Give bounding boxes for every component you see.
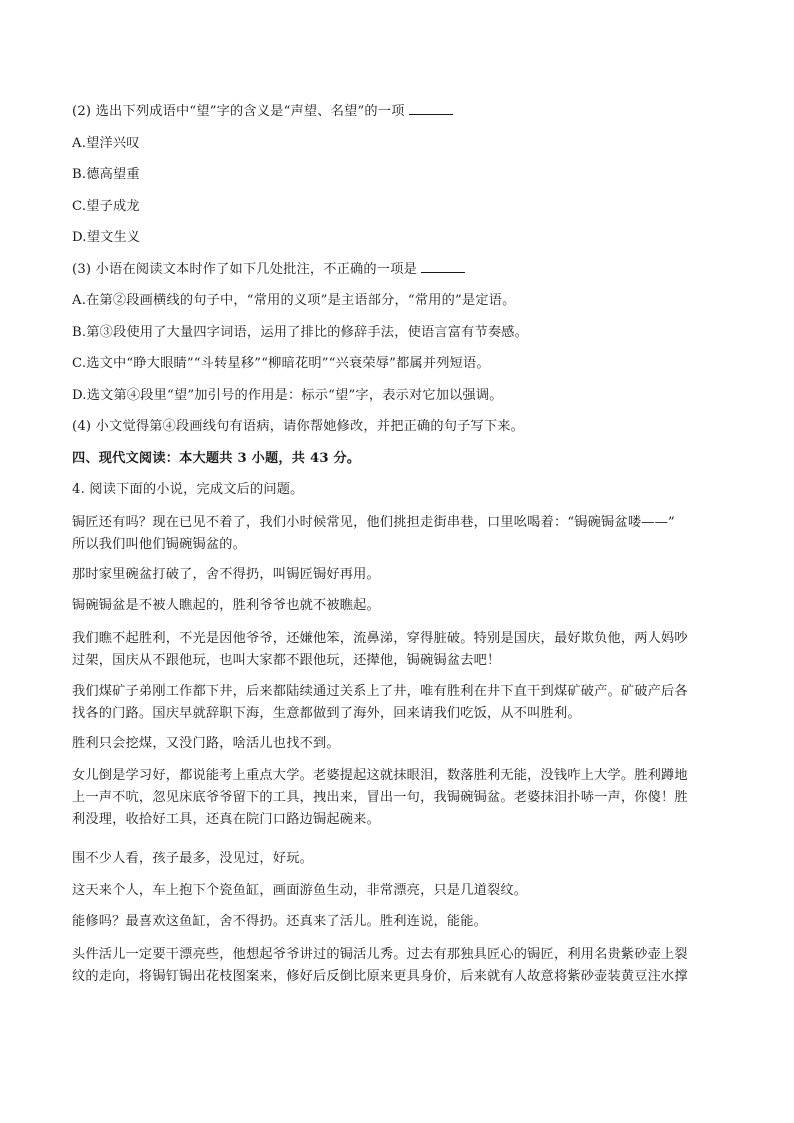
passage-paragraph: 围不少人看，孩子最多，没见过，好玩。 [72,851,313,866]
passage-paragraph: 锔碗锔盆是不被人瞧起的，胜利爷爷也就不被瞧起。 [72,598,380,613]
answer-blank [421,261,465,273]
passage-paragraph: 我们煤矿子弟刚工作都下井，后来都陆续通过关系上了井，唯有胜利在井下直干到煤矿破产。矿破产后各 找各的门路。国庆早就辞职下海，生意都做到了海外，回来请我们吃饭，从不叫胜利。 [72,683,688,721]
section-heading: 四、现代文阅读：本大题共 3 小题，共 43 分。 [72,450,361,466]
option-item: A.望洋兴叹 [72,135,140,151]
passage-paragraph: 这天来个人，车上抱下个瓷鱼缸，画面游鱼生动，非常漂亮，只是几道裂纹。 [72,882,528,898]
passage-paragraph: 头件活儿一定要干漂亮些，他想起爷爷讲过的锔活儿秀。过去有那独具匠心的锔匠，利用名贵紫砂壶上裂 纹的走向，将锔钉锔出花枝图案来，修好后反倒比原来更具身价，后来就有人故意将紫砂壶装黄豆注水撑 [72,946,688,984]
option-item: C.选文中“睁大眼睛”“斗转星移”“柳暗花明”“兴衰荣辱”都属并列短语。 [72,356,490,371]
option-item: A.在第②段画横线的句子中，“常用的义项”是主语部分，“常用的”是定语。 [72,293,516,308]
answer-blank [409,103,453,115]
passage-paragraph: 女儿倒是学习好，都说能考上重点大学。老婆提起这就抹眼泪，数落胜利无能，没钱咋上大学。胜利蹲地 上一声不吭，忽见床底爷爷留下的工具，拽出来，冒出一句，我锔碗锔盆。老婆抹泪扑哧一声，你傻！胜 利没理，收拾好工具，还真在院门口路边锔起碗来。 [72,768,688,827]
passage-paragraph: 能修吗？最喜欢这鱼缸，舍不得扔。还真来了活儿。胜利连说，能能。 [72,914,488,929]
passage-paragraph: 胜利只会挖煤，又没门路，啥活儿也找不到。 [72,735,340,751]
page-content [72,102,722,997]
question-3-stem: (3) 小语在阅读文本时作了如下几处批注，不正确的一项是 [72,260,722,292]
option-item: C.望子成龙 [72,198,140,214]
question-4-stem: (4) 小文觉得第④段画线句有语病，请你帮她修改，并把正确的句子写下来。 [72,419,525,434]
passage-paragraph: 锔匠还有吗？现在已见不着了，我们小时候常见，他们挑担走街串巷，口里吆喝着：“锔碗锔盆喽——” 所以我们叫他们锔碗锔盆的。 [72,514,675,552]
passage-paragraph: 那时家里碗盆打破了，舍不得扔，叫锔匠锔好再用。 [72,566,380,582]
passage-paragraph: 我们瞧不起胜利，不光是因他爷爷，还嫌他笨，流鼻涕，穿得脏破。特别是国庆，最好欺负他，两人妈吵 过架，国庆从不跟他玩，也叫大家都不跟他玩，还撵他，锔碗锔盆去吧！ [72,630,688,668]
option-item: D.望文生义 [72,230,141,245]
option-item: B.第③段使用了大量四字词语，运用了排比的修辞手法，使语言富有节奏感。 [72,324,529,340]
option-item: B.德高望重 [72,167,140,182]
option-item: D.选文第④段里“望”加引号的作用是：标示“望”字，表示对它加以强调。 [72,387,503,403]
question-2-stem: (2) 选出下列成语中“望”字的含义是“声望、名望”的一项 [72,102,722,134]
question-intro: 4. 阅读下面的小说，完成文后的问题。 [72,482,304,497]
